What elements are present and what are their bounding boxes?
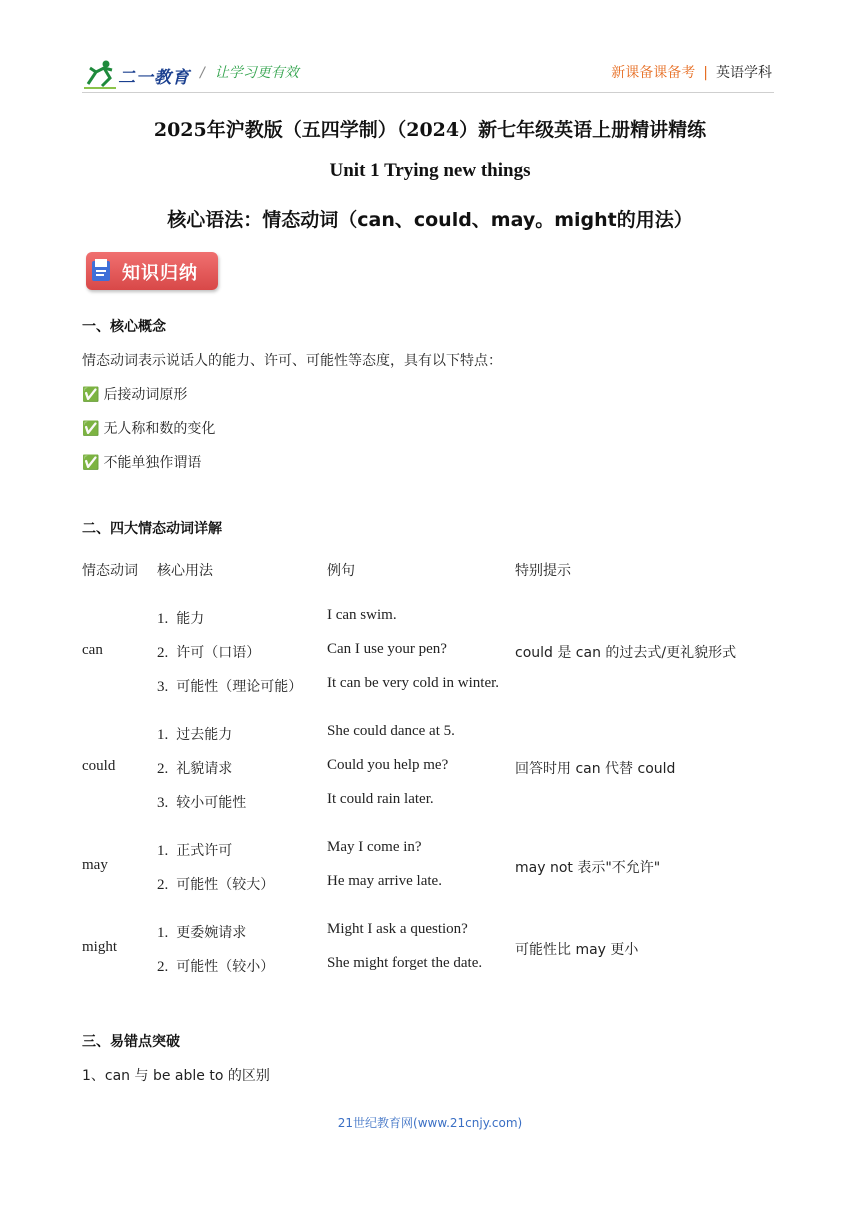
knowledge-badge-label: 知识归纳 — [122, 263, 198, 284]
example-sentence: It can be very cold in winter. — [327, 675, 500, 691]
verb-can: can — [82, 642, 103, 658]
verb-could: could — [82, 758, 116, 774]
example-sentence: I can swim. — [327, 607, 397, 623]
slogan-text: 让学习更有效 — [214, 65, 299, 81]
section3-heading: 三、易错点突破 — [82, 1034, 180, 1050]
tip-text: could 是 can 的过去式/更礼貌形式 — [515, 645, 737, 661]
header-divider — [82, 92, 774, 93]
section3-item: 1、can 与 be able to 的区别 — [82, 1068, 270, 1084]
col-header-example: 例句 — [327, 563, 355, 579]
header-course-label: 新课备课备考 — [611, 65, 696, 81]
example-sentence: He may arrive late. — [327, 873, 442, 889]
usage-item: 1. 更委婉请求 — [157, 925, 247, 941]
slogan — [200, 62, 299, 82]
book-icon — [90, 257, 112, 283]
usage-item: 1. 能力 — [157, 611, 205, 627]
logo-text: 二一教育 — [118, 68, 190, 88]
grammar-title: 核心语法：情态动词（can、could、may。might的用法） — [167, 209, 693, 231]
usage-item: 1. 过去能力 — [157, 727, 233, 743]
col-header-usage: 核心用法 — [157, 563, 213, 579]
example-sentence: Could you help me? — [327, 757, 449, 773]
section1-intro: 情态动词表示说话人的能力、许可、可能性等态度，具有以下特点： — [82, 353, 502, 369]
col-header-verb: 情态动词 — [82, 563, 138, 579]
check-icon: ✅ — [82, 421, 100, 437]
slogan-slash: / — [200, 65, 205, 81]
example-sentence: May I come in? — [327, 839, 422, 855]
usage-item: 3. 可能性（理论可能） — [157, 679, 303, 695]
example-sentence: Can I use your pen? — [327, 641, 447, 657]
header-right — [611, 62, 772, 82]
unit-title: Unit 1 Trying new things — [329, 160, 531, 181]
usage-item: 2. 礼貌请求 — [157, 761, 233, 777]
document-title: 2025年沪教版（五四学制）（2024）新七年级英语上册精讲精练 — [153, 119, 707, 141]
usage-item: 2. 可能性（较小） — [157, 959, 275, 975]
example-sentence: It could rain later. — [327, 791, 434, 807]
usage-item: 3. 较小可能性 — [157, 795, 247, 811]
verb-may: may — [82, 857, 108, 873]
col-header-tip: 特别提示 — [515, 563, 571, 579]
verb-might: might — [82, 939, 118, 955]
tip-text: may not 表示"不允许" — [515, 860, 661, 876]
example-sentence: She might forget the date. — [327, 955, 483, 971]
header-subject: 英语学科 — [716, 65, 772, 81]
example-sentence: She could dance at 5. — [327, 723, 455, 739]
feature-text: 后接动词原形 — [103, 387, 188, 403]
usage-item: 2. 可能性（较大） — [157, 877, 275, 893]
feature-item — [82, 452, 201, 472]
check-icon: ✅ — [82, 455, 100, 471]
section1-heading: 一、核心概念 — [82, 319, 166, 335]
tip-text: 可能性比 may 更小 — [515, 942, 639, 958]
usage-item: 1. 正式许可 — [157, 843, 233, 859]
feature-text: 不能单独作谓语 — [103, 455, 202, 471]
section2-heading: 二、四大情态动词详解 — [82, 521, 222, 537]
feature-item — [82, 384, 187, 404]
example-sentence: Might I ask a question? — [327, 921, 468, 937]
usage-item: 2. 许可（口语） — [157, 645, 261, 661]
feature-text: 无人称和数的变化 — [103, 421, 216, 437]
feature-item — [82, 418, 215, 438]
check-icon: ✅ — [82, 387, 100, 403]
tip-text: 回答时用 can 代替 could — [515, 761, 676, 777]
footer-source: 21世纪教育网(www.21cnjy.com) — [337, 1116, 523, 1130]
header-separator: | — [703, 65, 708, 81]
